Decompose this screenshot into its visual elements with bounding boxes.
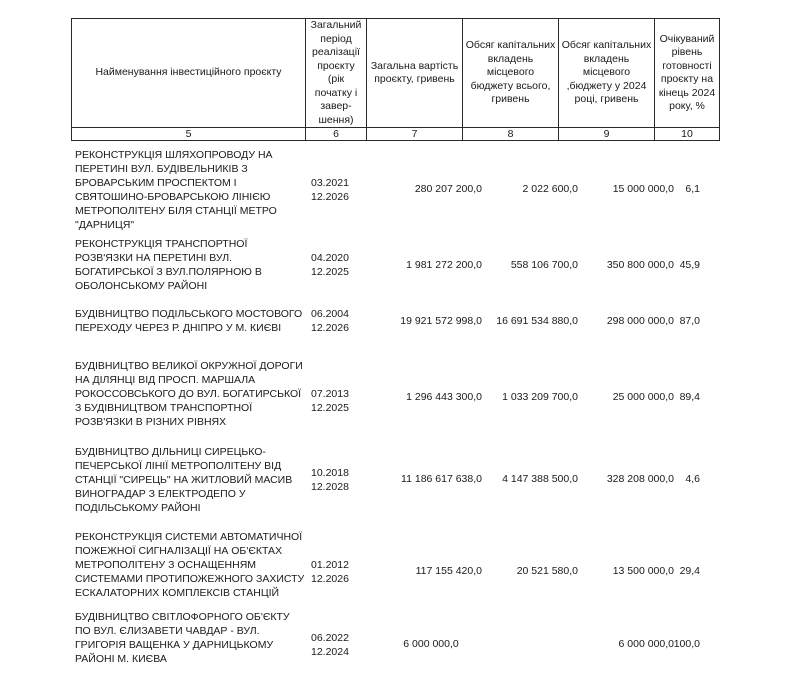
local-budget-2024: 328 208 000,0 (606, 473, 674, 485)
readiness-percent: 4,6 (685, 473, 700, 485)
column-number: 7 (367, 128, 463, 141)
local-budget-total: 4 147 388 500,0 (502, 473, 578, 485)
total-cost: 19 921 572 998,0 (400, 315, 482, 327)
table-row (71, 359, 719, 429)
period-start: 01.2012 (311, 559, 349, 571)
local-budget-2024: 350 800 000,0 (606, 259, 674, 271)
header-period: Загальний період реалізації проєкту (рік початку і завер-шення) (306, 19, 367, 128)
column-number: 8 (463, 128, 559, 141)
header-local-budget-total: Обсяг капітальних вкладень місцевого бюджету всього, гривень (463, 19, 559, 128)
column-number: 9 (559, 128, 655, 141)
projects-table-header (71, 18, 720, 141)
period-end: 12.2028 (311, 481, 349, 493)
column-number: 10 (655, 128, 720, 141)
project-name: РЕКОНСТРУКЦІЯ ТРАНСПОРТНОЇ РОЗВ'ЯЗКИ НА ПЕРЕТИНІ ВУЛ. БОГАТИРСЬКОЇ З ВУЛ.ПОЛЯРНОЮ В ОБОЛОНСЬКОМУ РАЙОНІ (75, 238, 262, 292)
total-cost: 11 186 617 638,0 (401, 473, 482, 485)
header-local-budget-2024: Обсяг капітальних вкладень місцевого ,бюджету у 2024 році, гривень (559, 19, 655, 128)
local-budget-2024: 13 500 000,0 (612, 565, 674, 577)
table-row (71, 530, 719, 600)
local-budget-total: 20 521 580,0 (516, 565, 578, 577)
local-budget-total: 2 022 600,0 (522, 183, 578, 195)
header-project-name: Найменування інвестиційного проєкту (72, 19, 306, 128)
table-row (71, 307, 719, 335)
table-row (71, 148, 719, 232)
total-cost: 1 981 272 200,0 (406, 259, 482, 271)
project-period (311, 466, 363, 494)
project-name: БУДІВНИЦТВО СВІТЛОФОРНОГО ОБ'ЄКТУ ПО ВУЛ. ЄЛИЗАВЕТИ ЧАВДАР - ВУЛ. ГРИГОРІЯ ВАЩЕНКА У ДАРНИЦЬКОМУ РАЙОНІ М. КИЄВА (75, 611, 290, 665)
local-budget-2024: 298 000 000,0 (606, 315, 674, 327)
project-name: РЕКОНСТРУКЦІЯ ШЛЯХОПРОВОДУ НА ПЕРЕТИНІ ВУЛ. БУДІВЕЛЬНИКІВ З БРОВАРСЬКИМ ПРОСПЕКТОМ І СВЯТОШИНО-БРОВАРСЬКОЮ ЛІНІЄЮ МЕТРОПОЛІТЕНУ БІЛЯ СТАНЦІЇ МЕТРО "ДАРНИЦЯ" (75, 149, 277, 231)
project-name: БУДІВНИЦТВО ВЕЛИКОЇ ОКРУЖНОЇ ДОРОГИ НА ДІЛЯНЦІ ВІД ПРОСП. МАРШАЛА РОКОССОВСЬКОГО ДО ВУЛ. БОГАТИРСЬКОЇ З БУДІВНИЦТВОМ ТРАНСПОРТНОЇ РОЗВ'ЯЗКИ В РІЗНИХ РІВНЯХ (75, 360, 303, 428)
total-cost: 6 000 000,0 (403, 638, 459, 650)
local-budget-total: 1 033 209 700,0 (502, 391, 578, 403)
period-end: 12.2025 (311, 402, 349, 414)
readiness-percent: 87,0 (679, 315, 700, 327)
period-start: 06.2022 (311, 632, 349, 644)
readiness-percent: 89,4 (679, 391, 700, 403)
project-period (311, 631, 363, 659)
project-period (311, 307, 363, 335)
period-start: 04.2020 (311, 252, 349, 264)
readiness-percent: 45,9 (679, 259, 700, 271)
header-total-cost: Загальна вартість проєкту, гривень (367, 19, 463, 128)
total-cost: 1 296 443 300,0 (406, 391, 482, 403)
total-cost: 117 155 420,0 (415, 565, 482, 577)
period-start: 10.2018 (311, 467, 349, 479)
table-row (71, 237, 719, 293)
local-budget-2024: 15 000 000,0 (612, 183, 674, 195)
project-period (311, 176, 363, 204)
local-budget-total: 16 691 534 880,0 (496, 315, 578, 327)
project-name: БУДІВНИЦТВО ПОДІЛЬСЬКОГО МОСТОВОГО ПЕРЕХОДУ ЧЕРЕЗ Р. ДНІПРО У М. КИЄВІ (75, 308, 303, 334)
period-end: 12.2024 (311, 646, 349, 658)
period-start: 07.2013 (311, 388, 349, 400)
local-budget-2024: 25 000 000,0 (612, 391, 674, 403)
project-period (311, 251, 363, 279)
table-row (71, 610, 719, 666)
readiness-percent: 100,0 (673, 638, 700, 650)
project-name: РЕКОНСТРУКЦІЯ СИСТЕМИ АВТОМАТИЧНОЇ ПОЖЕЖНОЇ СИГНАЛІЗАЦІЇ НА ОБ'ЄКТАХ МЕТРОПОЛІТЕНУ З ОСНАЩЕННЯМ СИСТЕМАМИ ПРОТИПОЖЕЖНОГО ЗАХИСТУ ЕСКАЛАТОРНИХ КОМПЛЕКСІВ СТАНЦІЙ (75, 531, 305, 599)
project-period (311, 387, 363, 415)
column-number: 5 (72, 128, 306, 141)
period-start: 03.2021 (311, 177, 349, 189)
period-end: 12.2026 (311, 322, 349, 334)
total-cost: 280 207 200,0 (414, 183, 482, 195)
project-period (311, 558, 363, 586)
project-name: БУДІВНИЦТВО ДІЛЬНИЦІ СИРЕЦЬКО-ПЕЧЕРСЬКОЇ ЛІНІЇ МЕТРОПОЛІТЕНУ ВІД СТАНЦІЇ "СИРЕЦЬ" НА ЖИТЛОВИЙ МАСИВ ВИНОГРАДАР З ЕЛЕКТРОДЕПО У ПОДІЛЬСЬКОМУ РАЙОНІ (75, 446, 293, 514)
period-start: 06.2004 (311, 308, 349, 320)
period-end: 12.2026 (311, 191, 349, 203)
readiness-percent: 6,1 (685, 183, 700, 195)
header-readiness: Очікуваний рівень готовності проєкту на кінець 2024 року, % (655, 19, 720, 128)
period-end: 12.2026 (311, 573, 349, 585)
local-budget-total: 558 106 700,0 (510, 259, 578, 271)
readiness-percent: 29,4 (679, 565, 700, 577)
period-end: 12.2025 (311, 266, 349, 278)
local-budget-2024: 6 000 000,0 (618, 638, 674, 650)
table-row (71, 445, 719, 515)
column-number: 6 (306, 128, 367, 141)
